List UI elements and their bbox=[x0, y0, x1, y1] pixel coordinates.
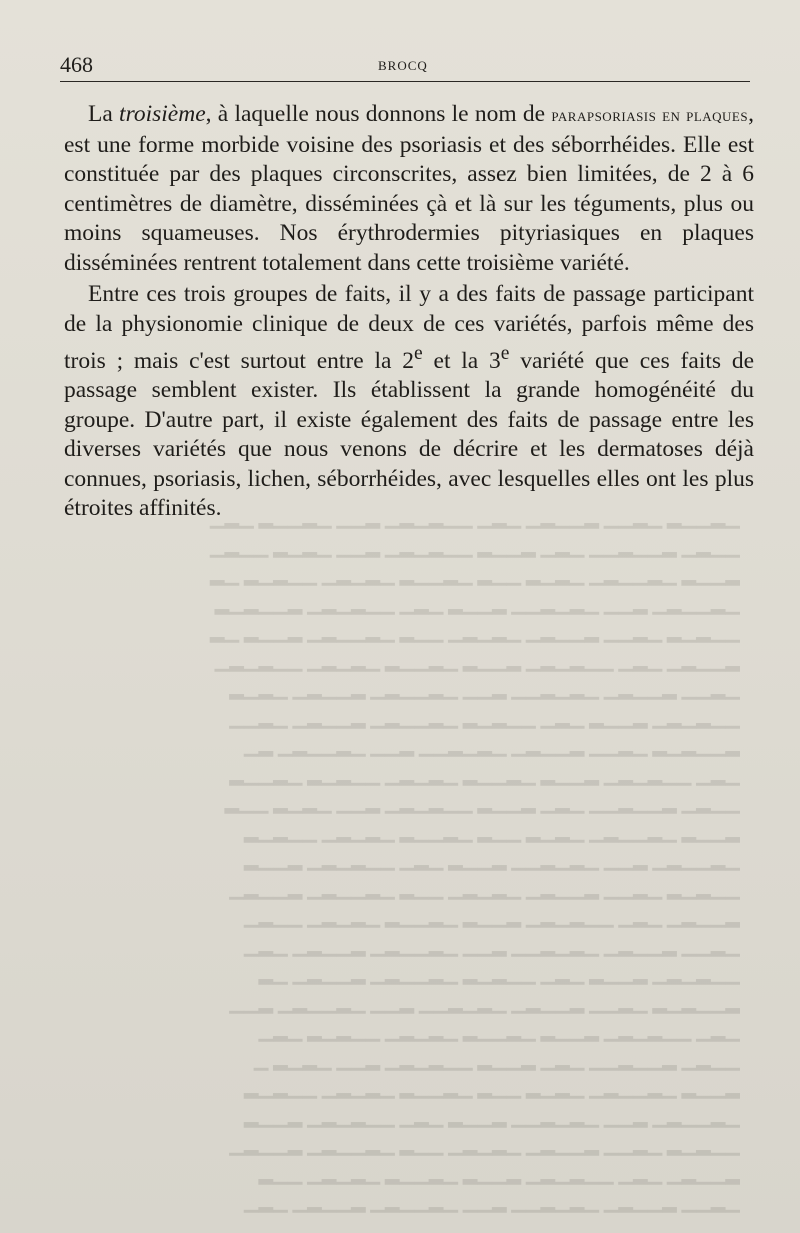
small-caps-term: parapsoriasis en plaques bbox=[551, 105, 749, 126]
running-head: BROCQ bbox=[378, 58, 428, 73]
page-number: 468 bbox=[60, 52, 93, 77]
italic-term: troisième bbox=[119, 101, 206, 127]
body-text bbox=[64, 100, 754, 526]
show-through-texture: ▁▂▁▁▂ ▁▂▁▁ ▂▁▁▂▁ ▁▂▁ ▁▁▂▁▂▁ ▂▁▁ ▁▂▁▁▂ ▁▂▁ ▁▁▂▁ ▂▁▁▂▁▁ ▁▂▁ ▂▁▁▂ ▁▁▂▁▂▁ ▂▁▁ ▁▂▁▂ ▁▁▂▁ ▂▁▁▂ ▁▂▁▁▂▁ ▁▂▁▂ ▁▁▂ ▁▂▁▁▂ ▁▂▁▂▁ ▁▁▂▁▂ ▁▂ ▁▂▁▁▂▁ ▂▁▁ ▁▂▁▂▁▁ ▂▁▁▂ ▁▂▁ ▁▁▂▁▂▁ ▂▁▁▂▁▂ ▁▁▂▁▂ ▁▂▁▁ ▂▁▁▂▁ ▁▂▁▂▁ ▁▁▂ ▁▂▁▁▂▁ ▂▁▁▂ ▁▂ ▂▁▁▂▁ ▁▂▁ ▁▁▂▁▂▁ ▂▁▁▂ ▁▂▁▁▂ ▁▂▁▂▁ ▁▁▂▁▂▁ ▁▂▁▁ ▂▁▁▂▁ ▁▂▁▂▁▁ ▂▁▁ ▁▂▁▁▂▁ ▂▁▁▂▁ ▁▂▁▂ ▁▁▂▁▂▁ ▂▁▁▂ ▁▂▁ ▁▁▂▁▂ ▁▂▁▁▂▁ ▂▁▁▂▁ ▁▂▁▁ ▂▁▁▂▁▂ ▁▂▁▁ ▂▁▁▂▁ ▁▂▁▂▁▁ ▂▁▁ ▁▂▁▁▂▁ ▂▁ ▁▂▁ ▁▁▂▁▂▁ ▂▁▁▂ ▁▂▁▁▂ ▁▂▁▂▁ ▁▁▂▁▂ ▁▂▁▁▂ ▁▁▂▁ ▂▁▁▂▁▁ ▁▂▁ ▂▁▁▂ ▁▁▂▁▂▁ ▂▁▁ ▁▂▁▂ ▁▁▂ ▂▁▁▂ ▁▂▁▁▂▁ ▁▂▁▂ ▁▁▂ ▁▂▁▁▂ ▁▂▁▂▁ ▁▁▂▁▂ ▁▂▁▁▂▁ ▂▁▁ ▁▂▁▂▁▁ ▂▁▁▂ ▁▂▁ ▁▁▂▁▂▁ ▂▁▁▂ ▁▁▂▁▂ ▁▂▁▁ ▂▁▁▂▁ ▁▂▁▂▁ ▁▁▂ ▁▂▁▁▂▁ ▂▁▁▂▁ ▂▁▁▂▁ ▁▂▁ ▁▁▂▁▂▁ ▂▁▁▂ ▁▂▁▁▂ ▁▂▁▂▁ ▁▁▂▁ ▁▂▁▁ ▂▁▁▂▁ ▁▂▁▂▁▁ ▂▁▁ ▁▂▁▁▂▁ ▂▁▁▂▁ ▁▂▁ ▁▁▂▁▂▁ ▂▁▁▂ ▁▂▁ ▁▁▂▁▂ ▁▂▁▁▂▁ ▂▁▁▂▁ ▁▂ ▂▁▁▂▁▂ ▁▂▁▁ ▂▁▁▂▁ ▁▂▁▂▁▁ ▂▁▁ ▁▂▁▁▂▁ ▂▁▁ ▁▂▁ ▁▁▂▁▂▁ ▂▁▁▂ ▁▂▁▁▂ ▁▂▁▂▁ ▁▁▂▁▂ ▁▂▁ ▁▁▂▁ ▂▁▁▂▁▁ ▁▂▁ ▂▁▁▂ ▁▁▂▁▂▁ ▂▁▁ ▁▂▁▂ ▁ ▂▁▁▂ ▁▂▁▁▂▁ ▁▂▁▂ ▁▁▂ ▁▂▁▁▂ ▁▂▁▂▁ ▁▁▂▁▂ ▁▂▁▁▂▁ ▂▁▁ ▁▂▁▂▁▁ ▂▁▁▂ ▁▂▁ ▁▁▂▁▂▁ ▂▁▁▂ ▁▁▂▁▂ ▁▂▁▁ ▂▁▁▂▁ ▁▂▁▂▁ ▁▁▂ ▁▂▁▁▂▁ ▂▁▁▂▁ ▂▁▁▂▁ ▁▂▁ ▁▁▂▁▂▁ ▂▁▁▂ ▁▂▁▁▂ ▁▂▁▂▁ ▁▁▂ ▁▂▁▁ ▂▁▁▂▁ ▁▂▁▂▁▁ ▂▁▁ ▁▂▁▁▂▁ ▂▁▁▂▁ ▁▂▁ bbox=[209, 508, 740, 1213]
page-header bbox=[60, 52, 750, 82]
header-rule bbox=[60, 81, 750, 82]
paragraph-1: La troisième, à laquelle nous donnons le nom de parapsoriasis en plaques, est une forme morbide voisine des psoriasis et des séborrhéides. Elle est constituée par des plaques circonscrites, assez bien limitées, de 2 à 6 centimètres de diamètre, disséminées çà et là sur les téguments, plus ou moins squameuses. Nos érythrodermies pityriasiques en plaques disséminées rentrent totalement dans cette troisième variété. bbox=[64, 101, 754, 276]
paragraph-2: Entre ces trois groupes de faits, il y a des faits de passage participant de la physionomie clinique de deux de ces variétés, parfois même des trois ; mais c'est surtout entre la 2e et la 3e variété que ces faits de passage semblent exister. Ils établissent la grande homogénéité du groupe. D'autre part, il existe également des faits de passage entre les diverses variétés que nous venons de décrire et les dermatoses déjà connues, psoriasis, lichen, séborrhéides, avec lesquelles elles ont les plus étroites affinités. bbox=[64, 281, 754, 522]
